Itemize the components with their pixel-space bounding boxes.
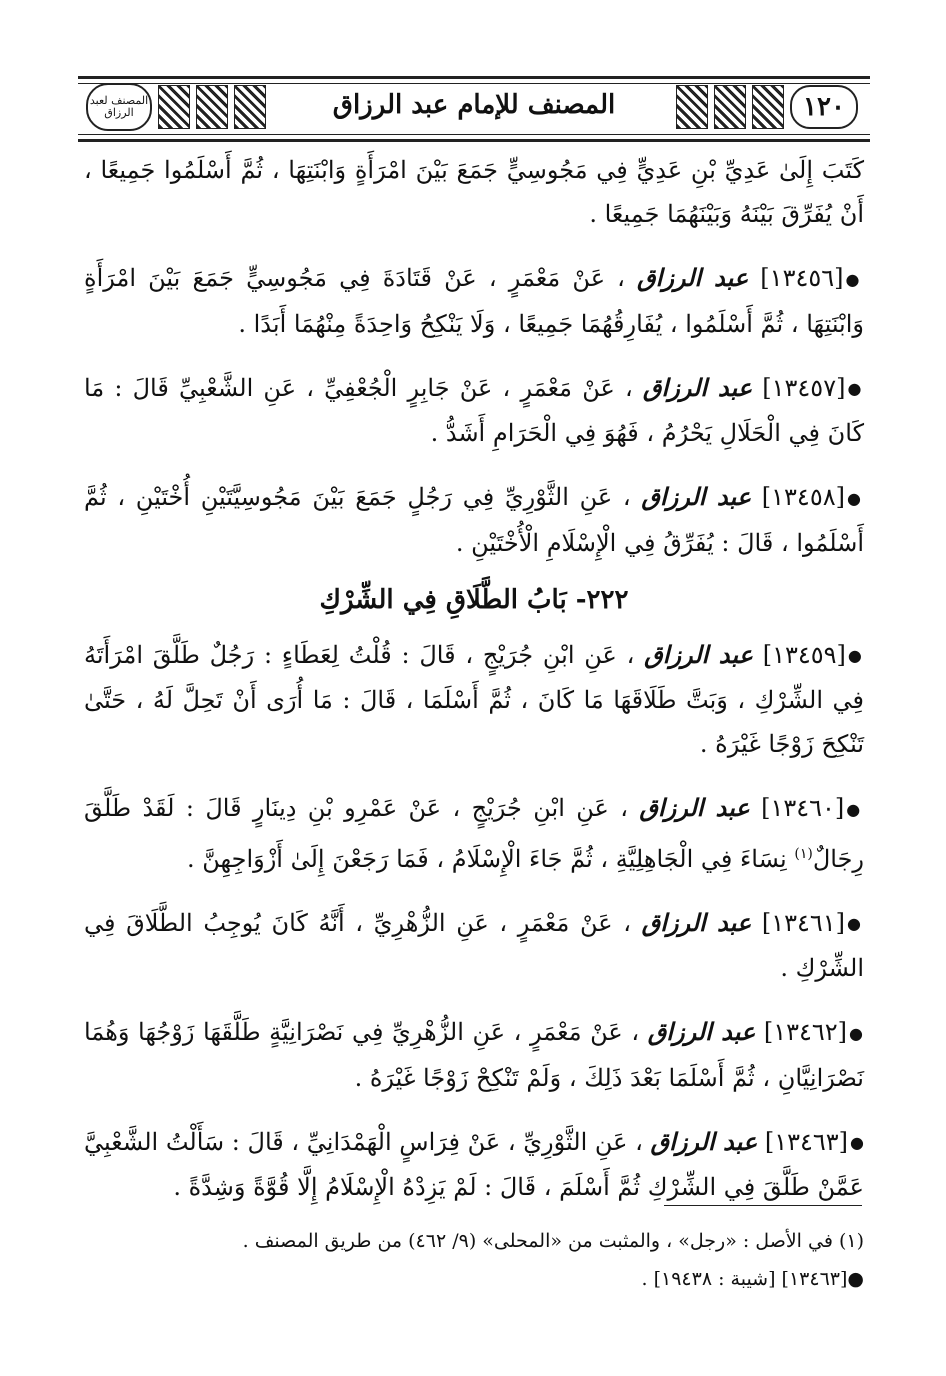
footnotes (84, 1222, 864, 1298)
source-name: عبد الرزاق (641, 907, 752, 937)
hadith-13458: ●[١٣٤٥٨] عبد الرزاق ، عَنِ الثَّوْرِيِّ فِي رَجُلٍ جَمَعَ بَيْنَ مَجُوسِيَّتَيْنِ أُخْتَيْنِ ، ثُمَّ أَسْلَمُوا ، قَالَ : يُفَرِّقُ فِي الْإِسْلَامِ الْأُخْتَيْنِ . (84, 482, 865, 557)
source-name: عبد الرزاق (641, 482, 752, 511)
bullet-icon: ● (847, 914, 864, 933)
hadith-13462: ●[١٣٤٦٢] عبد الرزاق ، عَنْ مَعْمَرٍ ، عَنِ الزُّهْرِيِّ فِي نَصْرَانِيَّةٍ طَلَّقَهَا زَوْجُهَا وَهُمَا نَصْرَانِيَّانِ ، ثُمَّ أَسْلَمَا بَعْدَ ذَلِكَ ، وَلَمْ تَنْكِحْ زَوْجًا غَيْرَهُ . (84, 1017, 864, 1092)
hadith-13456: ●[١٣٤٥٦] عبد الرزاق ، عَنْ مَعْمَرٍ ، عَنْ قَتَادَةَ فِي مَجُوسِيٍّ جَمَعَ بَيْنَ امْرَأَةٍ وَابْنَتِهَا ، ثُمَّ أَسْلَمُوا ، يُفَارِقُهُمَا جَمِيعًا ، وَلَا يَنْكِحُ وَاحِدَةً مِنْهُمَا أَبَدًا . (84, 263, 864, 338)
footnote-1: (١) في الأصل : «رجل» ، والمثبت من «المحلى» (٩/ ٤٦٢) من طريق المصنف . (242, 1230, 864, 1252)
hadith-13457: ●[١٣٤٥٧] عبد الرزاق ، عَنْ مَعْمَرٍ ، عَنْ جَابِرٍ الْجُعْفِيِّ ، عَنِ الشَّعْبِيِّ قَالَ : مَا كَانَ فِي الْحَلَالِ يَحْرُمُ ، فَهُوَ فِي الْحَرَامِ أَشَدُّ . (84, 372, 864, 447)
hadith-number: ١٣٤٦٣ (774, 1127, 839, 1156)
footnote-divider (664, 1205, 862, 1206)
hadith-13461: ●[١٣٤٦١] عبد الرزاق ، عَنْ مَعْمَرٍ ، عَنِ الزُّهْرِيِّ ، أَنَّهُ كَانَ يُوجِبُ الطَّلَاقَ فِي الشِّرْكِ . (84, 907, 864, 982)
ornament-right-2 (714, 85, 746, 129)
hadith-number: ١٣٤٦٠ (770, 794, 835, 822)
ornament-left-3 (234, 85, 266, 129)
hadith-number: ١٣٤٥٨ (771, 483, 836, 511)
bullet-icon: ● (846, 799, 864, 819)
hadith-text: ، عَنِ الثَّوْرِيِّ فِي رَجُلٍ جَمَعَ بَيْنَ مَجُوسِيَّتَيْنِ أُخْتَيْنِ ، ثُمَّ أَسْلَمُوا ، قَالَ : يُفَرِّقُ فِي الْإِسْلَامِ الْأُخْتَيْنِ . (84, 483, 864, 557)
main-text (84, 148, 864, 1229)
title-seal (86, 83, 152, 131)
hadith-13460: ●[١٣٤٦٠] عبد الرزاق ، عَنِ ابْنِ جُرَيْجٍ ، عَنْ عَمْرِو بْنِ دِينَارٍ قَالَ : لَقَدْ طَلَّقَ رِجَالٌ$^{(١)}$ نِسَاءَ فِي الْجَاهِلِيَّةِ ، ثُمَّ جَاءَ الْإِسْلَامُ ، فَمَا رَجَعْنَ إِلَىٰ أَزْوَاجِهِنَّ . (84, 793, 864, 873)
bullet-icon: ● (850, 1133, 864, 1152)
hadith-number: ١٣٤٥٦ (769, 264, 835, 292)
ornament-left-2 (196, 85, 228, 129)
bullet-icon: ● (847, 646, 864, 665)
bullet-icon: ● (847, 379, 864, 398)
paragraph-text: كَتَبَ إِلَىٰ عَدِيِّ بْنِ عَدِيٍّ فِي مَجُوسِيٍّ جَمَعَ بَيْنَ امْرَأَةٍ وَابْنَتِهَا ، ثُمَّ أَسْلَمُوا جَمِيعًا ، أَنْ يُفَرِّقَ بَيْنَهُ وَبَيْنَهُمَا جَمِيعًا . (84, 156, 864, 228)
source-name: عبد الرزاق (644, 639, 753, 669)
bullet-icon: ● (845, 269, 864, 289)
hadith-number: ١٣٤٥٩ (772, 640, 837, 669)
bullet-icon: ● (849, 1023, 864, 1043)
hadith-number: ١٣٤٦٢ (773, 1018, 838, 1046)
hadith-text: ، عَنْ مَعْمَرٍ ، عَنِ الزُّهْرِيِّ فِي نَصْرَانِيَّةٍ طَلَّقَهَا زَوْجُهَا وَهُمَا نَصْرَانِيَّانِ ، ثُمَّ أَسْلَمَا بَعْدَ ذَلِكَ ، وَلَمْ تَنْكِحْ زَوْجًا غَيْرَهُ . (84, 1018, 864, 1092)
hadith-text-continued: نِسَاءَ فِي الْجَاهِلِيَّةِ ، ثُمَّ جَاءَ الْإِسْلَامُ ، فَمَا رَجَعْنَ إِلَىٰ أَزْوَاجِهِنَّ . (187, 844, 787, 873)
source-name: عبد الرزاق (639, 793, 750, 822)
paragraph-continuation (84, 148, 864, 236)
page-number: ١٢٠ (790, 85, 858, 129)
footnote-marker[interactable]: (١) (794, 845, 813, 862)
hadith-text: ، عَنْ مَعْمَرٍ ، عَنِ الزُّهْرِيِّ ، أَنَّهُ كَانَ يُوجِبُ الطَّلَاقَ فِي الشِّرْكِ . (84, 908, 864, 982)
footnote-reference: ●[١٣٤٦٣] [شيبة : ١٩٤٣٨] . (641, 1268, 864, 1290)
hadith-number: ١٣٤٦١ (771, 908, 836, 937)
hadith-13463: ●[١٣٤٦٣] عبد الرزاق ، عَنِ الثَّوْرِيِّ ، عَنْ فِرَاسٍ الْهَمْدَانِيِّ ، قَالَ : سَأَلْتُ الشَّعْبِيَّ عَمَّنْ طَلَّقَ فِي الشِّرْكِ ثُمَّ أَسْلَمَ ، قَالَ : لَمْ يَزِدْهُ الْإِسْلَامُ إِلَّا قُوَّةً وَشِدَّةً . (84, 1126, 864, 1201)
running-title: المصنف للإمام عبد الرزاق (332, 90, 616, 120)
hadith-text: ، عَنْ مَعْمَرٍ ، عَنْ جَابِرٍ الْجُعْفِيِّ ، عَنِ الشَّعْبِيِّ قَالَ : مَا كَانَ فِي الْحَلَالِ يَحْرُمُ ، فَهُوَ فِي الْحَرَامِ أَشَدُّ . (84, 373, 864, 447)
source-name: عبد الرزاق (650, 1126, 758, 1156)
ornament-right-3 (752, 85, 784, 129)
hadith-text: ، عَنِ ابْنِ جُرَيْجٍ ، عَنْ عَمْرِو بْنِ دِينَارٍ قَالَ : لَقَدْ طَلَّقَ رِجَالٌ (84, 794, 864, 873)
ornament-right-1 (676, 85, 708, 129)
hadith-13459: ●[١٣٤٥٩] عبد الرزاق ، عَنِ ابْنِ جُرَيْجٍ ، قَالَ : قُلْتُ لِعَطَاءٍ : رَجُلٌ طَلَّقَ امْرَأَتَهُ فِي الشِّرْكِ ، وَبَتَّ طَلَاقَهَا مَا كَانَ ، ثُمَّ أَسْلَمَا ، قَالَ : مَا أُرَى أَنْ تَحِلَّ لَهُ ، حَتَّىٰ تَنْكِحَ زَوْجًا غَيْرَهُ . (84, 639, 864, 758)
seal-text: المصنف لعبد الرزاق (89, 94, 149, 119)
hadith-text: ، عَنِ ابْنِ جُرَيْجٍ ، قَالَ : قُلْتُ لِعَطَاءٍ : رَجُلٌ طَلَّقَ امْرَأَتَهُ فِي الشِّرْكِ ، وَبَتَّ طَلَاقَهَا مَا كَانَ ، ثُمَّ أَسْلَمَا ، قَالَ : مَا أُرَى أَنْ تَحِلَّ لَهُ ، حَتَّىٰ تَنْكِحَ زَوْجًا غَيْرَهُ . (84, 640, 864, 758)
page-header (78, 76, 870, 142)
ornament-left-1 (158, 85, 190, 129)
hadith-number: ١٣٤٥٧ (771, 373, 837, 402)
hadith-text: ، عَنْ مَعْمَرٍ ، عَنْ قَتَادَةَ فِي مَجُوسِيٍّ جَمَعَ بَيْنَ امْرَأَةٍ وَابْنَتِهَا ، ثُمَّ أَسْلَمُوا ، يُفَارِقُهُمَا جَمِيعًا ، وَلَا يَنْكِحُ وَاحِدَةً مِنْهُمَا أَبَدًا . (84, 264, 864, 338)
bullet-icon: ● (846, 488, 865, 508)
chapter-title: ٢٢٢- بَابُ الطَّلَاقِ فِي الشِّرْكِ (319, 584, 629, 615)
source-name: عبد الرزاق (637, 263, 749, 292)
source-name: عبد الرزاق (647, 1017, 756, 1046)
source-name: عبد الرزاق (642, 372, 753, 402)
hadith-text: ، عَنِ الثَّوْرِيِّ ، عَنْ فِرَاسٍ الْهَمْدَانِيِّ ، قَالَ : سَأَلْتُ الشَّعْبِيَّ عَمَّنْ طَلَّقَ فِي الشِّرْكِ ثُمَّ أَسْلَمَ ، قَالَ : لَمْ يَزِدْهُ الْإِسْلَامُ إِلَّا قُوَّةً وَشِدَّةً . (84, 1127, 864, 1201)
